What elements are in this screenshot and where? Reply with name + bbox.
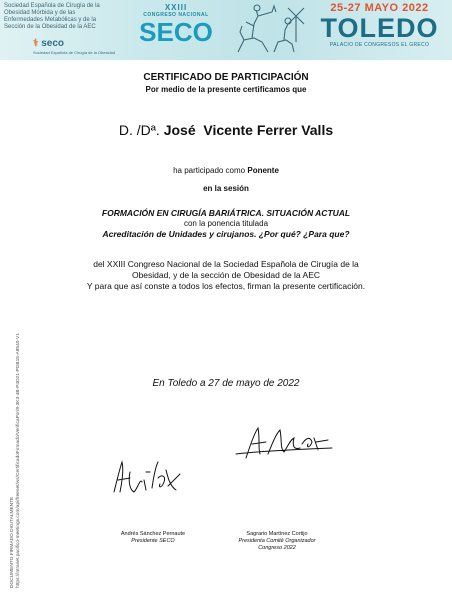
congress-logo bbox=[131, 3, 221, 46]
signature-organizing-president bbox=[232, 424, 342, 464]
body-line-1: del XXIII Congreso Nacional de la Sociedad Española de Cirugía de la bbox=[93, 259, 359, 269]
recipient-name: José Vicente Ferrer Valls bbox=[163, 122, 334, 138]
signatory-2-title-2: Congreso 2022 bbox=[258, 545, 296, 551]
congress-number: XXIII bbox=[164, 3, 188, 12]
organization-description: Sociedad Española de Cirugía de la Obesidad Mórbida y de las Enfermedades Metabólicas y de la Sección de la Obesidad de la AEC bbox=[4, 3, 100, 30]
signature-president-seco bbox=[108, 448, 188, 498]
role-line bbox=[0, 166, 452, 175]
congress-brand: SECO bbox=[139, 17, 213, 47]
verification-url: https://intranet.pacifico-meetings.com/api/freenet/ws/CertificadoFirmado/VerificaPor/8-3K3-4B-P4D21-PGB15-A8540-V1 bbox=[16, 333, 21, 588]
body-line-3: Y para que así conste a todos los efectos, firman la presente certificación. bbox=[86, 281, 366, 291]
certificate-body bbox=[0, 259, 452, 292]
ponencia-intro: con la ponencia titulada bbox=[183, 219, 269, 228]
event-dates: 25-27 MAYO 2022 bbox=[330, 2, 429, 14]
signatory-1-title: Presidente SECO bbox=[131, 538, 175, 544]
event-venue: PALACIO DE CONGRESOS EL GRECO bbox=[329, 42, 430, 48]
date-line: En Toledo a 27 de mayo de 2022 bbox=[152, 378, 300, 389]
role-intro: ha participado como bbox=[173, 166, 246, 175]
header-banner bbox=[0, 0, 452, 60]
event-city: TOLEDO bbox=[320, 13, 439, 43]
digital-signature-label: DOCUMENTO FIRMADO DIGITALMENTE bbox=[10, 496, 15, 588]
name-prefix: D. /Dª. bbox=[118, 122, 160, 138]
signatory-1-name: Andrés Sánchez Pernaute bbox=[120, 531, 186, 537]
digital-signature-stamp bbox=[10, 333, 22, 588]
certificate-subtitle: Por medio de la presente certificamos que bbox=[145, 85, 307, 94]
signatory-2-title: Presidenta Comité Organizador bbox=[238, 538, 316, 544]
role-value: Ponente bbox=[247, 166, 279, 175]
certificate-title: CERTIFICADO DE PARTICIPACIÓN bbox=[143, 72, 309, 83]
recipient-line bbox=[0, 122, 452, 138]
session-title: FORMACIÓN EN CIRUGÍA BARIÁTRICA. SITUACIÓN ACTUAL bbox=[101, 208, 351, 218]
signatory-2 bbox=[212, 531, 342, 552]
seco-logo-text: seco bbox=[41, 38, 64, 49]
signatory-1 bbox=[88, 531, 218, 545]
signatory-2-name: Sagrario Martínez Cortijo bbox=[246, 531, 308, 537]
event-logo bbox=[312, 2, 447, 48]
seco-logo bbox=[33, 38, 64, 49]
body-line-2: Obesidad, y de la sección de Obesidad de la AEC bbox=[131, 270, 321, 280]
ponencia-title: Acreditación de Unidades y cirujanos. ¿Por qué? ¿Para que? bbox=[102, 229, 350, 239]
session-intro: en la sesión bbox=[203, 184, 249, 193]
seco-logo-figure-icon: ⚕ bbox=[33, 38, 39, 49]
don-quixote-icon bbox=[228, 2, 308, 58]
seco-logo-subtitle: Sociedad Española de Cirugía de la Obesidad bbox=[33, 50, 116, 55]
congress-label: CONGRESO NACIONAL bbox=[143, 12, 209, 18]
